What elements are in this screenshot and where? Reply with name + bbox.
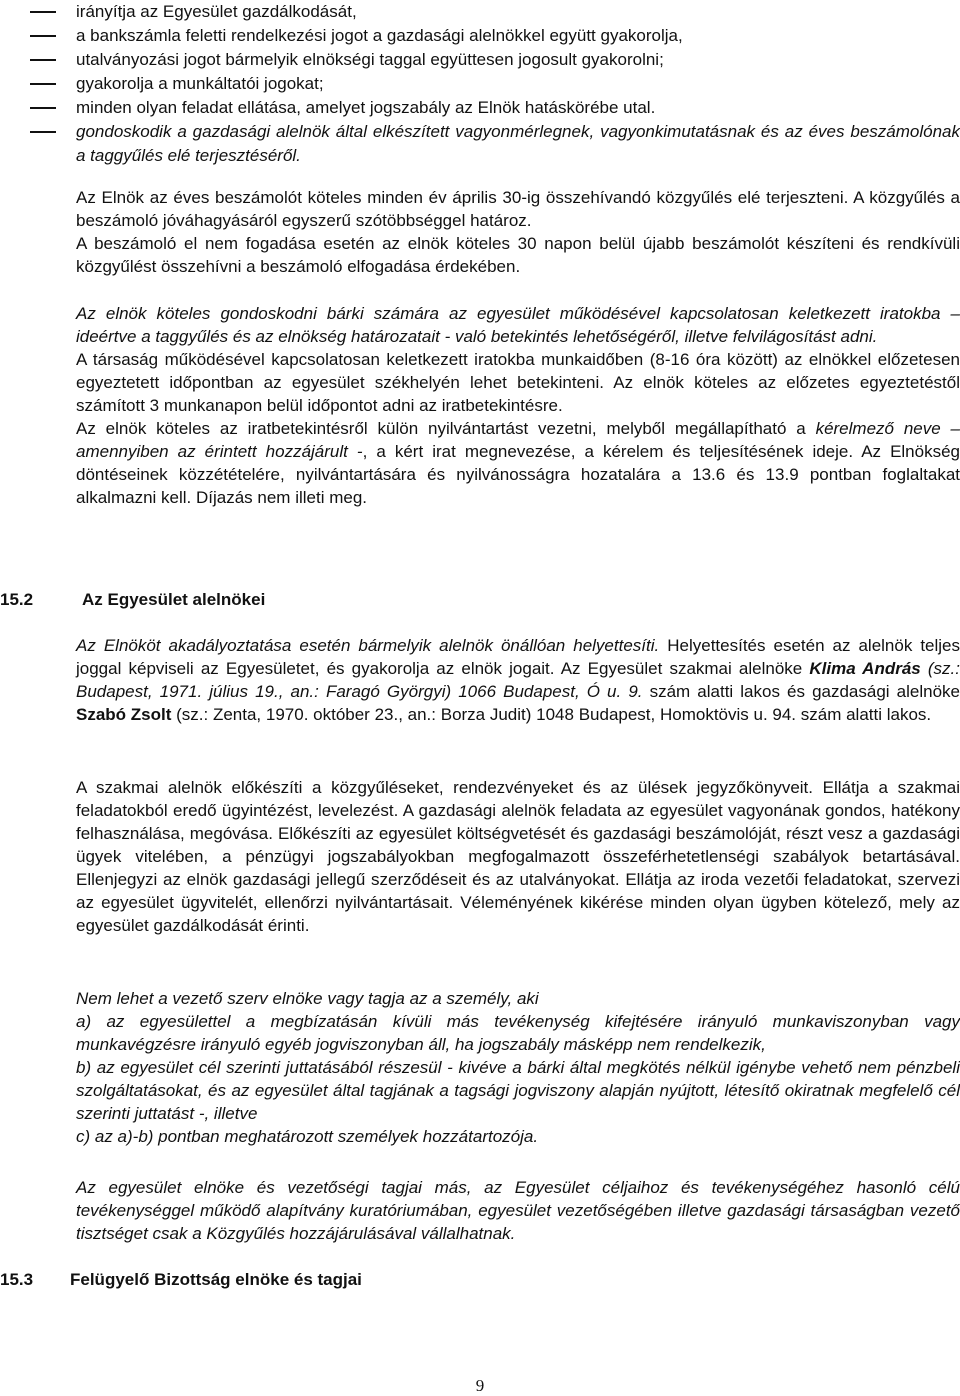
paragraph-text: c) az a)-b) pontban meghatározott személyek hozzátartozója. xyxy=(76,1127,539,1146)
paragraph-text xyxy=(76,634,960,726)
vice-presidents-paragraph xyxy=(76,634,960,726)
section-title: Az Egyesület alelnökei xyxy=(82,590,266,609)
vice-president-name: Szabó Zsolt xyxy=(76,705,172,724)
bullet-item xyxy=(0,120,960,168)
bullet-text: a bankszámla feletti rendelkezési jogot a gazdasági alelnökkel együtt gyakorolja, xyxy=(76,26,683,45)
bullet-item xyxy=(0,0,960,24)
eligibility-paragraph xyxy=(76,987,960,1148)
conflict-of-interest-paragraph xyxy=(76,1176,960,1245)
vice-president-duties-paragraph xyxy=(76,776,960,937)
bullet-item xyxy=(0,24,960,48)
paragraph-text xyxy=(76,417,960,509)
vice-president-name: Klima András xyxy=(809,659,921,678)
paragraph-text-italic: (sz.: Budapest, 1971. július 19., an.: Faragó Györgyi) 1066 Budapest, Ó u. 9. xyxy=(76,659,960,701)
bullet-text: irányítja az Egyesület gazdálkodását, xyxy=(76,2,357,21)
bullet-item xyxy=(0,72,960,96)
paragraph-text-italic: kérelmező neve – amennyiben az érintett hozzájárult - xyxy=(76,419,960,461)
paragraph-text-part: , a kért irat megnevezése, a kérelem és teljesítésének ideje. Az Elnökség döntéseinek közzétételére, nyilvántartására és nyilvánosságra hozatalára a 13.6 és 13.9 pontban foglaltakat alkalmazni kell. Díjazás nem illeti meg. xyxy=(76,442,960,507)
bullet-text: gondoskodik a gazdasági alelnök által elkészített vagyonmérlegnek, vagyonkimutatásnak és az éves beszámolónak a taggyűlés elé terjesztéséről. xyxy=(76,122,960,165)
dash-bullet-icon xyxy=(30,83,56,85)
paragraph-text: Az egyesület elnöke és vezetőségi tagjai más, az Egyesület céljaihoz és tevékenységéhez hasonló célú tevékenységgel működő alapítvány kuratóriumában, egyesület vezetőségében illetve gazdasági társaságban vezető tisztséget csak a Közgyűlés hozzájárulásával vállalhatnak. xyxy=(76,1178,960,1243)
paragraph-text: Nem lehet a vezető szerv elnöke vagy tagja az a személy, aki xyxy=(76,989,539,1008)
section-heading xyxy=(0,1268,362,1292)
section-number: 15.2 xyxy=(0,590,34,609)
paragraph-text: A beszámoló el nem fogadása esetén az elnök köteles 30 napon belül újabb beszámolót készíteni és rendkívüli közgyűlést összehívni a beszámoló elfogadása érdekében. xyxy=(76,234,960,276)
paragraph-text-italic: Az Elnököt akadályoztatása esetén bármelyik alelnök önállóan helyettesíti. xyxy=(76,636,660,655)
paragraph-text: A társaság működésével kapcsolatosan keletkezett iratokba munkaidőben (8-16 óra között) az elnökkel előzetesen egyeztetett időpontban az egyesület székhelyén lehet betekinteni. Az elnök köteles az előzetes egyeztetéstől számított 3 munkanapon belül időpontot adni az iratbetekintésre. xyxy=(76,350,960,415)
dash-bullet-icon xyxy=(30,35,56,37)
bullet-item xyxy=(0,48,960,72)
paragraph-text: Az Elnök az éves beszámolót köteles minden év április 30-ig összehívandó közgyűlés elé terjeszteni. A közgyűlés a beszámoló jóváhagyásáról egyszerű szótöbbséggel határoz. xyxy=(76,188,960,230)
dash-bullet-icon xyxy=(30,107,56,109)
paragraph-text: A szakmai alelnök előkészíti a közgyűléseket, rendezvényeket és az ülések jegyzőkönyveit. Ellátja a szakmai feladatokból eredő ügyintézést, levelezést. A gazdasági alelnök feladata az egyesület vagyonának gondos, hatékony felhasználása, megóvása. Előkészíti az egyesület költségvetését és gazdasági beszámolóját, részt vesz a gazdasági ügyek vitelében, a pénzügyi jogszabályokban megfogalmazott összeférhetetlenségi szabályok betartásával. Ellenjegyzi az elnök gazdasági jellegű szerződéseit és az utalványokat. Ellátja az iroda vezetői feladatokat, szervezi az egyesület ügyvitelét, ellenőrzi nyilvántartásait. Véleményének kikérése minden olyan ügyben kötelező, mely az egyesület gazdálkodását érinti. xyxy=(76,778,960,935)
section-number: 15.3 xyxy=(0,1270,34,1289)
paragraph-text-part: Az elnök köteles az iratbetekintésről külön nyilvántartást vezetni, melyből megállapítható a xyxy=(76,419,816,438)
annual-report-paragraph xyxy=(76,186,960,278)
paragraph-text: Az elnök köteles gondoskodni bárki számára az egyesület működésével kapcsolatosan keletkezett iratokba – ideértve a taggyűlés és az elnökség határozatait - való betekintés lehetőségéről, illetve felvilágosítást adni. xyxy=(76,304,960,346)
dash-bullet-icon xyxy=(30,59,56,61)
dash-bullet-icon xyxy=(30,131,56,133)
bullet-text: gyakorolja a munkáltatói jogokat; xyxy=(76,74,324,93)
bullet-item xyxy=(0,96,960,120)
dash-bullet-icon xyxy=(30,11,56,13)
duties-bullet-list xyxy=(0,0,960,168)
bullet-text: utalványozási jogot bármelyik elnökségi taggal együttesen jogosult gyakorolni; xyxy=(76,50,664,69)
page-number: 9 xyxy=(475,1376,485,1395)
paragraph-text: a) az egyesülettel a megbízatásán kívüli más tevékenység kifejtésére irányuló munkaviszonyban vagy munkavégzésre irányuló egyéb jogviszonyban áll, ha jogszabály másképp nem rendelkezik, xyxy=(76,1012,960,1054)
bullet-text: minden olyan feladat ellátása, amelyet jogszabály az Elnök hatáskörébe utal. xyxy=(76,98,656,117)
paragraph-text: b) az egyesület cél szerinti juttatásából részesül - kivéve a bárki által megkötés nélkül igénybe vehető nem pénzbeli szolgáltatásokat, és az egyesület által tagjának a tagsági jogviszony alapján nyújtott, létesítő okiratnak megfelelő cél szerinti juttatást -, illetve xyxy=(76,1058,960,1123)
section-heading xyxy=(0,588,265,612)
document-access-paragraph xyxy=(76,302,960,509)
paragraph-text-part: Helyettesítés esetén az alelnök teljes joggal képviseli az Egyesületet, és gyakorolja az elnök jogait. Az Egyesület szakmai alelnöke xyxy=(76,636,960,678)
section-title: Felügyelő Bizottság elnöke és tagjai xyxy=(70,1270,362,1289)
paragraph-text-part: szám alatti lakos és gazdasági alelnöke xyxy=(642,682,960,701)
paragraph-text-part: (sz.: Zenta, 1970. október 23., an.: Borza Judit) 1048 Budapest, Homoktövis u. 94. szám alatti lakos. xyxy=(171,705,932,724)
